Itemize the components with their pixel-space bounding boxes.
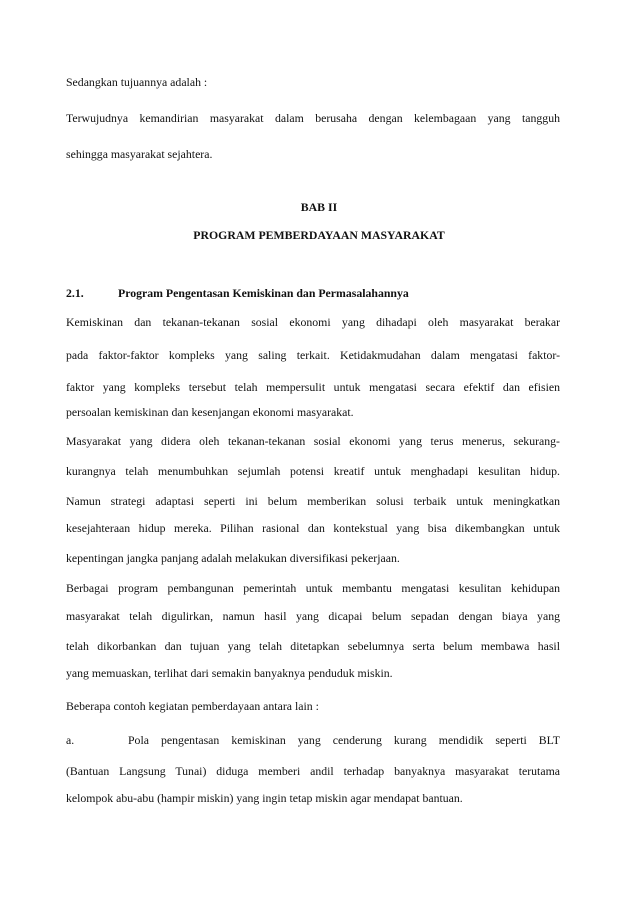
p2-line-2: kurangnya telah menumbuhkan sejumlah potensi kreatif untuk menghadapi kesulitan hidup. [66, 464, 560, 478]
item-a-line-2: (Bantuan Langsung Tunai) diduga memberi andil terhadap banyaknya masyarakat terutama [66, 764, 560, 778]
item-a-line-3: kelompok abu-abu (hampir miskin) yang ingin tetap miskin agar mendapat bantuan. [66, 791, 463, 805]
chapter-number: BAB II [300, 200, 338, 214]
p3-line-4: yang memuaskan, terlihat dari semakin banyaknya penduduk miskin. [66, 666, 393, 680]
item-a-line-1: Pola pengentasan kemiskinan yang cenderung kurang mendidik seperti BLT [128, 733, 560, 747]
p1-line-2: pada faktor-faktor kompleks yang saling terkait. Ketidakmudahan dalam mengatasi faktor- [66, 348, 560, 362]
p2-line-1: Masyarakat yang didera oleh tekanan-tekanan sosial ekonomi yang terus menerus, sekurang- [66, 434, 560, 448]
p1-line-1: Kemiskinan dan tekanan-tekanan sosial ekonomi yang dihadapi oleh masyarakat berakar [66, 315, 560, 329]
p2-line-4: kesejahteraan hidup mereka. Pilihan rasional dan kontekstual yang bisa dikembangkan untuk [66, 521, 560, 535]
section-number: 2.1. [66, 286, 84, 300]
p1-line-3: faktor yang kompleks tersebut telah mempersulit untuk mengatasi secara efektif dan efisien [66, 380, 560, 394]
p4-intro: Beberapa contoh kegiatan pemberdayaan antara lain : [66, 699, 319, 713]
chapter-title: PROGRAM PEMBERDAYAAN MASYARAKAT [193, 228, 445, 242]
p3-line-1: Berbagai program pembangunan pemerintah untuk membantu mengatasi kesulitan kehidupan [66, 581, 560, 595]
intro-line-3: sehingga masyarakat sejahtera. [66, 147, 213, 161]
intro-line-2: Terwujudnya kemandirian masyarakat dalam berusaha dengan kelembagaan yang tangguh [66, 111, 560, 125]
p1-line-4: persoalan kemiskinan dan kesenjangan ekonomi masyarakat. [66, 405, 354, 419]
intro-line-1: Sedangkan tujuannya adalah : [66, 75, 208, 89]
p3-line-2: masyarakat telah digulirkan, namun hasil yang dicapai belum sepadan dengan biaya yang [66, 609, 560, 623]
p2-line-3: Namun strategi adaptasi seperti ini belum memberikan solusi terbaik untuk meningkatkan [66, 494, 560, 508]
p3-line-3: telah dikorbankan dan tujuan yang telah ditetapkan sebelumnya serta belum membawa hasil [66, 639, 560, 653]
p2-line-5: kepentingan jangka panjang adalah melakukan diversifikasi pekerjaan. [66, 551, 400, 565]
list-marker-a: a. [66, 733, 75, 747]
section-title: Program Pengentasan Kemiskinan dan Permasalahannya [118, 286, 409, 300]
